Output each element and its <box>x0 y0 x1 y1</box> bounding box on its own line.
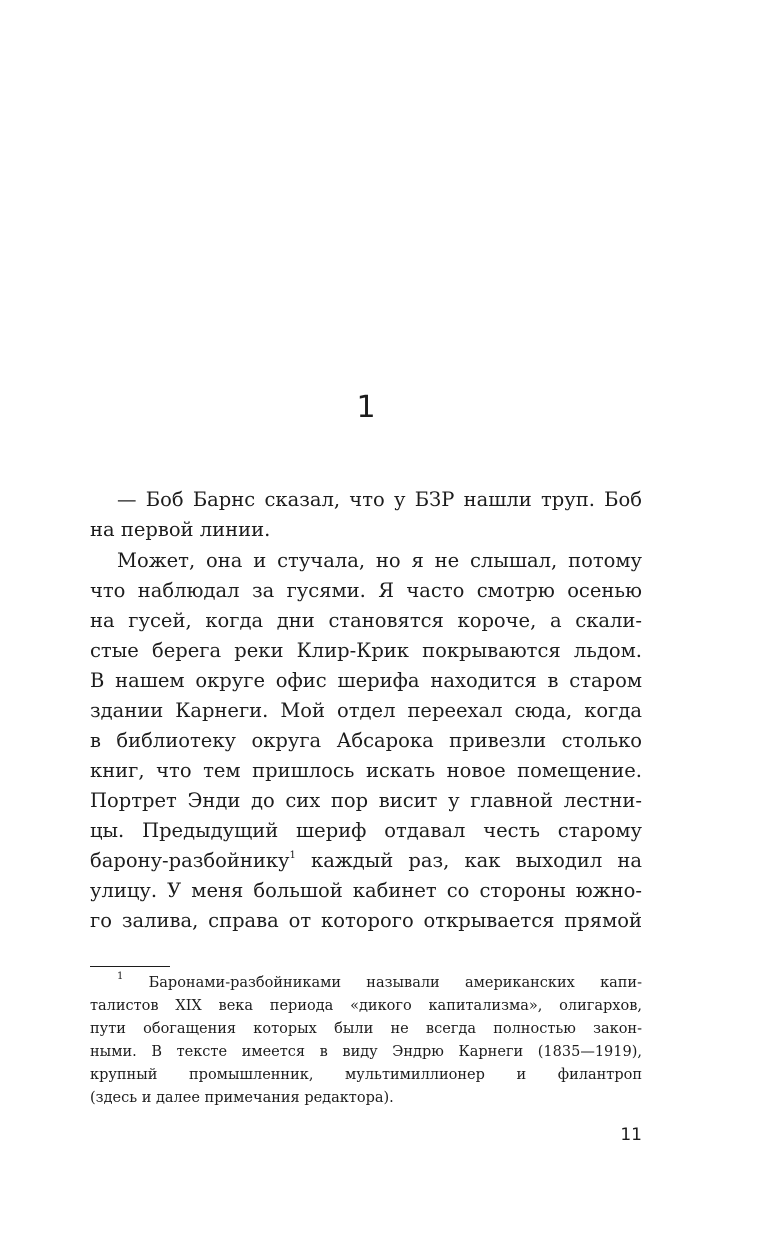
body-line <box>90 846 642 876</box>
body-line: улицу. У меня большой кабинет со стороны южно- <box>90 879 642 902</box>
footnote-line: (здесь и далее примечания редактора). <box>90 1090 394 1106</box>
footnote-line-text: Баронами-разбойниками называли американских капи- <box>148 975 642 991</box>
body-line: книг, что тем пришлось искать новое помещение. <box>90 759 642 782</box>
body-line: Портрет Энди до сих пор висит у главной лестни- <box>90 789 642 812</box>
body-line: — Боб Барнс сказал, что у БЗР нашли труп. Боб <box>117 488 642 511</box>
body-line: на первой линии. <box>90 518 271 541</box>
footnote-line: ными. В тексте имеется в виду Эндрю Карнеги (1835—1919), <box>90 1044 642 1060</box>
body-line: в библиотеку округа Абсарока привезли столько <box>90 729 642 752</box>
body-line: Может, она и стучала, но я не слышал, потому <box>117 549 642 572</box>
body-line: цы. Предыдущий шериф отдавал честь старому <box>90 819 642 842</box>
footnote-line <box>117 972 642 994</box>
body-line-text: барону-разбойнику <box>90 849 290 872</box>
footnote-marker: 1 <box>117 971 124 983</box>
body-line: стые берега реки Клир-Крик покрываются льдом. <box>90 639 642 662</box>
footnote-line: пути обогащения которых были не всегда полностью закон- <box>90 1021 642 1037</box>
footnote-line: крупный промышленник, мультимиллионер и филантроп <box>90 1067 642 1083</box>
body-line: здании Карнеги. Мой отдел переехал сюда, когда <box>90 699 642 722</box>
body-line: го залива, справа от которого открывается прямой <box>90 909 642 932</box>
page-number: 11 <box>620 1125 642 1145</box>
body-line: В нашем округе офис шерифа находится в старом <box>90 669 642 692</box>
chapter-number: 1 <box>356 390 376 425</box>
body-line: что наблюдал за гусями. Я часто смотрю осенью <box>90 579 642 602</box>
footnote-reference[interactable]: 1 <box>289 849 296 861</box>
footnote-line: талистов XIX века периода «дикого капитализма», олигархов, <box>90 998 642 1014</box>
body-line-text: каждый раз, как выходил на <box>295 849 642 872</box>
body-line: на гусей, когда дни становятся короче, а скали- <box>90 609 642 632</box>
footnote-divider <box>90 966 170 967</box>
